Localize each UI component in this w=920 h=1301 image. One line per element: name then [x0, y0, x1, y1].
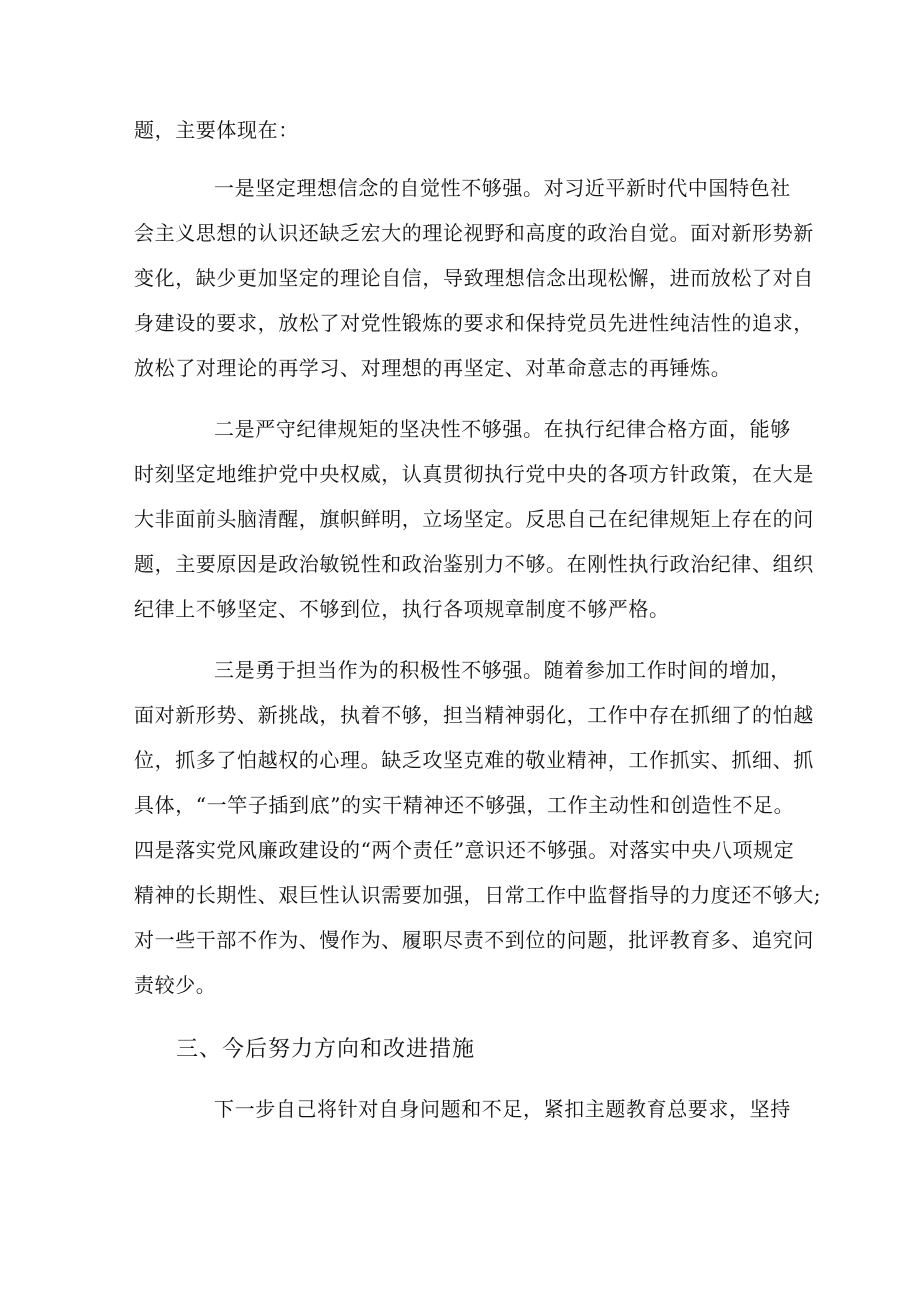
text-line: 纪律上不够坚定、不够到位，执行各项规章制度不够严格。: [134, 597, 670, 621]
text-line: 四是落实党风廉政建设的“两个责任”意识还不够强。对落实中央八项规定: [134, 838, 795, 862]
text-line: 大非面前头脑清醒，旗帜鲜明，立场坚定。反思自己在纪律规矩上存在的问: [134, 507, 814, 531]
section-heading: 三、今后努力方向和改进措施: [176, 1037, 476, 1062]
text-line: 会主义思想的认识还缺乏宏大的理论视野和高度的政治自觉。面对新形势新: [134, 221, 814, 245]
text-line: 面对新形势、新挑战，执着不够，担当精神弱化，工作中存在抓细了的怕越: [134, 703, 814, 727]
text-line: 题，主要原因是政治敏锐性和政治鉴别力不够。在刚性执行政治纪律、组织: [134, 552, 814, 576]
text-line: 放松了对理论的再学习、对理想的再坚定、对革命意志的再锤炼。: [134, 356, 732, 380]
text-line: 身建设的要求，放松了对党性锻炼的要求和保持党员先进性纯洁性的追求，: [134, 311, 814, 335]
text-line: 具体，“一竿子插到底”的实干精神还不够强，工作主动性和创造性不足。: [134, 793, 795, 817]
text-line: 下一步自己将针对自身问题和不足，紧扣主题教育总要求，坚持: [214, 1097, 791, 1121]
text-line: 变化，缺少更加坚定的理论自信，导致理想信念出现松懈，进而放松了对自: [134, 266, 814, 290]
text-line: 三是勇于担当作为的积极性不够强。随着参加工作时间的增加，: [214, 658, 791, 682]
text-line: 时刻坚定地维护党中央权威，认真贯彻执行党中央的各项方针政策，在大是: [134, 462, 814, 486]
text-line: 题，主要体现在：: [134, 118, 299, 142]
text-line: 一是坚定理想信念的自觉性不够强。对习近平新时代中国特色社: [214, 176, 791, 200]
text-line: 责较少。: [134, 973, 217, 997]
text-line: 二是严守纪律规矩的坚决性不够强。在执行纪律合格方面，能够: [214, 417, 791, 441]
text-line: 精神的长期性、艰巨性认识需要加强，日常工作中监督指导的力度还不够大;: [134, 883, 822, 907]
text-line: 位，抓多了怕越权的心理。缺乏攻坚克难的敬业精神，工作抓实、抓细、抓: [134, 748, 814, 772]
text-line: 对一些干部不作为、慢作为、履职尽责不到位的问题，批评教育多、追究问: [134, 928, 814, 952]
